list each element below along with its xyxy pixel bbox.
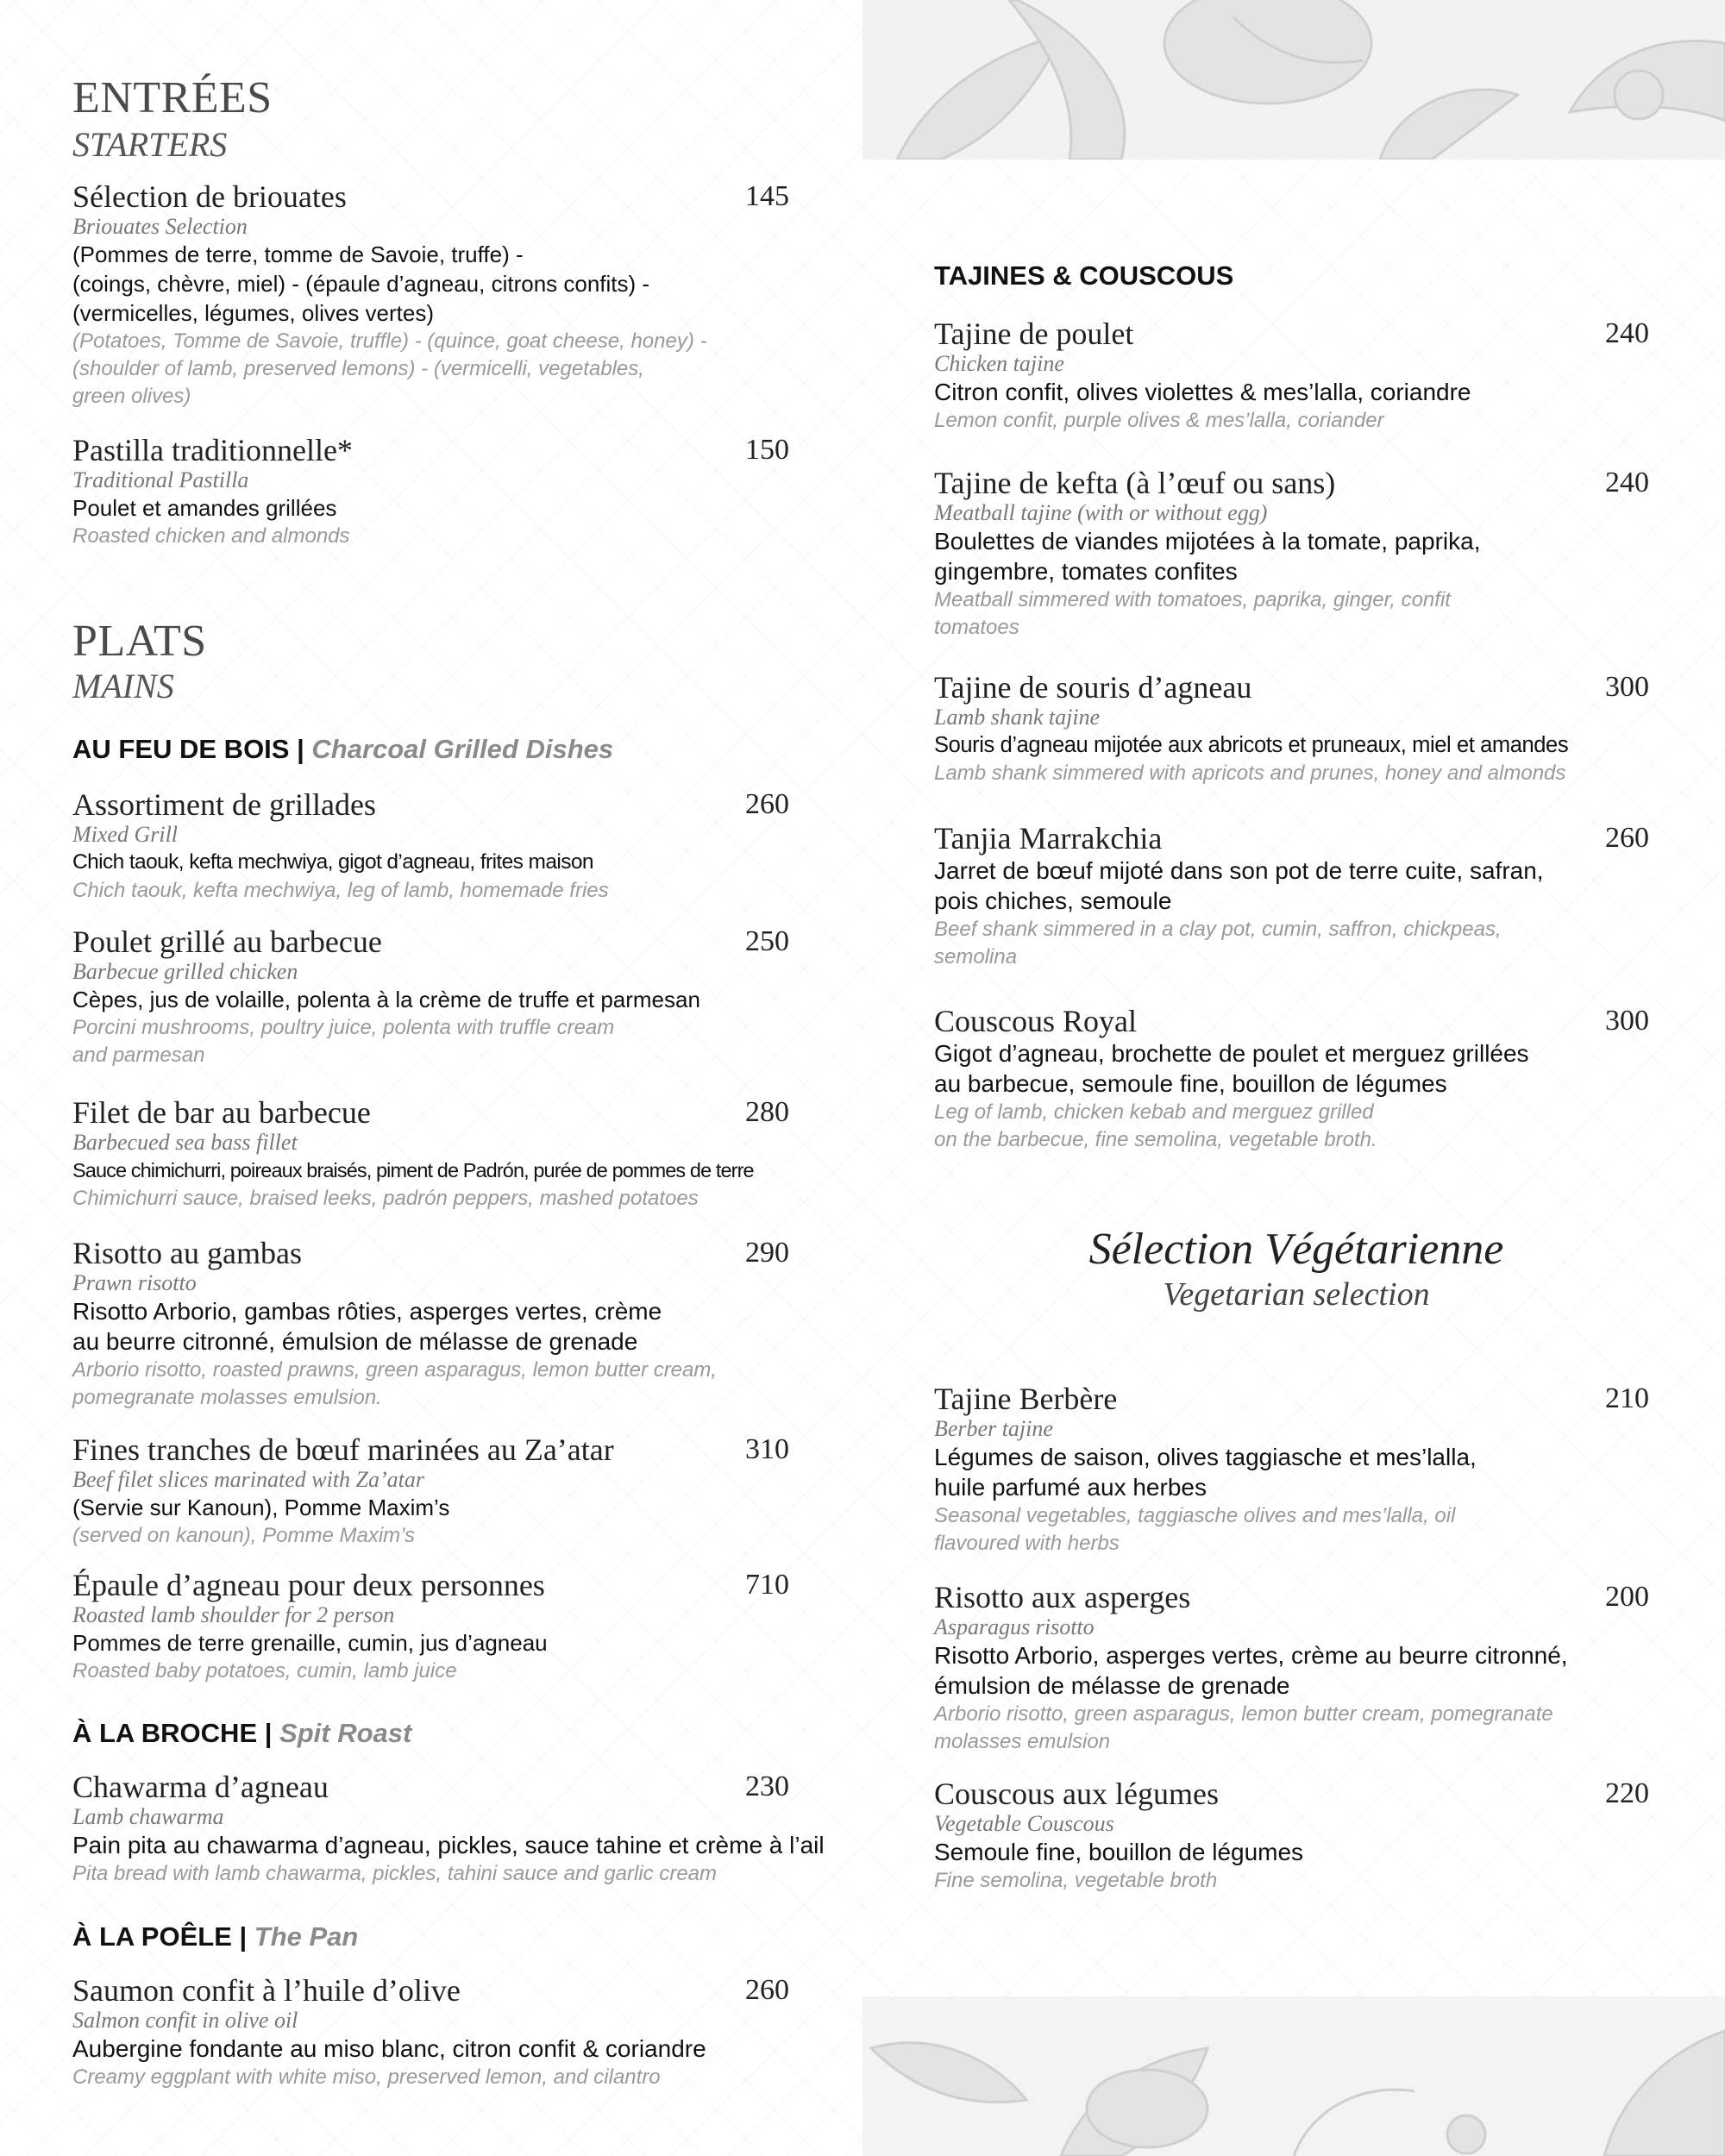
item-name: Chawarma d’agneau bbox=[72, 1770, 329, 1804]
menu-item bbox=[934, 1382, 1659, 1557]
item-description-en: (served on kanoun), Pomme Maxim’s bbox=[72, 1524, 416, 1547]
item-description-fr: Risotto Arborio, gambas rôties, asperges vertes, crème au beurre citronné, émulsion de mélasse de grenade bbox=[72, 1298, 662, 1355]
menu-item bbox=[934, 1777, 1659, 1895]
item-description-en: Arborio risotto, roasted prawns, green asparagus, lemon butter cream, pomegranate molasses emulsion. bbox=[72, 1358, 718, 1409]
item-price: 280 bbox=[745, 1096, 789, 1128]
item-name: Saumon confit à l’huile d’olive bbox=[72, 1973, 461, 2008]
item-name: Risotto aux asperges bbox=[934, 1580, 1191, 1614]
item-description-fr: Boulettes de viandes mijotées à la tomate, paprika, gingembre, tomates confites bbox=[934, 528, 1481, 585]
item-description-fr: Jarret de bœuf mijoté dans son pot de terre cuite, safran, pois chiches, semoule bbox=[934, 857, 1544, 914]
section-subtitle-mains: MAINS bbox=[72, 667, 174, 705]
item-name-en: Vegetable Couscous bbox=[934, 1811, 1114, 1836]
menu-item bbox=[72, 1236, 831, 1412]
item-name: Tajine de souris d’agneau bbox=[934, 670, 1252, 705]
category-heading-poele: À LA POÊLE | The Pan bbox=[72, 1921, 359, 1952]
botanical-decoration-top bbox=[862, 0, 1725, 160]
item-name-en: Salmon confit in olive oil bbox=[72, 2008, 298, 2033]
item-description-fr: Sauce chimichurri, poireaux braisés, piment de Padrón, purée de pommes de terre bbox=[72, 1159, 754, 1181]
section-title-vegetarian: Sélection Végétarienne bbox=[1088, 1225, 1504, 1274]
section-title-plats: PLATS bbox=[72, 617, 207, 666]
item-description-en: (Potatoes, Tomme de Savoie, truffle) - (quince, goat cheese, honey) - (shoulder of lamb, preserved lemons) - (vermicelli, vegetables, green olives) bbox=[72, 329, 707, 408]
item-name: Couscous aux légumes bbox=[934, 1777, 1219, 1811]
menu-item bbox=[934, 1004, 1659, 1154]
item-price: 310 bbox=[745, 1433, 789, 1465]
item-price: 300 bbox=[1605, 1005, 1649, 1037]
item-price: 260 bbox=[745, 1974, 789, 2006]
menu-item bbox=[934, 317, 1659, 435]
item-price: 290 bbox=[745, 1237, 789, 1269]
item-description-en: Pita bread with lamb chawarma, pickles, tahini sauce and garlic cream bbox=[72, 1862, 718, 1885]
category-heading-broche: À LA BROCHE | Spit Roast bbox=[72, 1718, 412, 1748]
item-name-en: Barbecue grilled chicken bbox=[72, 959, 298, 984]
item-description-en: Porcini mushrooms, poultry juice, polenta with truffle cream and parmesan bbox=[72, 1016, 615, 1067]
item-price: 210 bbox=[1605, 1382, 1649, 1414]
item-name-en: Lamb chawarma bbox=[72, 1804, 224, 1829]
menu-item bbox=[72, 179, 831, 411]
item-description-fr: Aubergine fondante au miso blanc, citron confit & coriandre bbox=[72, 2035, 706, 2062]
item-description-fr: Légumes de saison, olives taggiasche et mes’lalla, huile parfumé aux herbes bbox=[934, 1444, 1477, 1501]
category-title-en: Spit Roast bbox=[279, 1718, 412, 1748]
item-description-en: Fine semolina, vegetable broth bbox=[934, 1869, 1218, 1892]
category-title-en: The Pan bbox=[254, 1921, 359, 1952]
item-price: 240 bbox=[1605, 467, 1649, 498]
menu-item bbox=[72, 433, 831, 550]
category-title-fr: À LA POÊLE bbox=[72, 1921, 232, 1952]
item-description-fr: Pommes de terre grenaille, cumin, jus d’agneau bbox=[72, 1630, 548, 1656]
item-description-fr: (Servie sur Kanoun), Pomme Maxim’s bbox=[72, 1495, 450, 1520]
item-name: Assortiment de grillades bbox=[72, 787, 376, 822]
item-description-en: Seasonal vegetables, taggiasche olives and mes’lalla, oil flavoured with herbs bbox=[934, 1504, 1456, 1555]
item-name-en: Chicken tajine bbox=[934, 351, 1064, 376]
item-description-en: Leg of lamb, chicken kebab and merguez grilled on the barbecue, fine semolina, vegetable broth. bbox=[934, 1100, 1377, 1151]
item-name-en: Mixed Grill bbox=[72, 822, 179, 847]
item-description-fr: Cèpes, jus de volaille, polenta à la crème de truffe et parmesan bbox=[72, 987, 700, 1012]
menu-item bbox=[72, 787, 831, 905]
menu-item bbox=[72, 1568, 831, 1685]
menu-item bbox=[72, 1770, 831, 1888]
item-name-en: Lamb shank tajine bbox=[934, 705, 1101, 730]
menu-item bbox=[72, 1432, 831, 1550]
category-heading-feu-de-bois: AU FEU DE BOIS | Charcoal Grilled Dishes bbox=[72, 734, 614, 764]
item-name: Tajine Berbère bbox=[934, 1382, 1118, 1416]
item-description-en: Beef shank simmered in a clay pot, cumin, saffron, chickpeas, semolina bbox=[934, 918, 1502, 968]
menu-item bbox=[934, 1580, 1659, 1756]
item-price: 250 bbox=[745, 925, 789, 957]
item-description-fr: Citron confit, olives violettes & mes’lalla, coriandre bbox=[934, 379, 1471, 405]
item-price: 260 bbox=[1605, 822, 1649, 854]
item-description-fr: Pain pita au chawarma d’agneau, pickles, sauce tahine et crème à l’ail bbox=[72, 1832, 825, 1858]
menu-item bbox=[72, 1973, 831, 2091]
item-price: 230 bbox=[745, 1771, 789, 1802]
item-price: 220 bbox=[1605, 1777, 1649, 1809]
category-heading-tajines: TAJINES & COUSCOUS bbox=[934, 260, 1234, 291]
item-price: 300 bbox=[1605, 671, 1649, 703]
item-name: Sélection de briouates bbox=[72, 179, 347, 214]
item-name-en: Briouates Selection bbox=[72, 214, 248, 239]
item-price: 145 bbox=[745, 180, 789, 212]
botanical-decoration-bottom bbox=[862, 1996, 1725, 2156]
menu-item bbox=[72, 924, 831, 1069]
section-title-entrees: ENTRÉES bbox=[72, 73, 273, 122]
category-title-fr: À LA BROCHE bbox=[72, 1718, 258, 1748]
item-description-en: Lemon confit, purple olives & mes’lalla, coriander bbox=[934, 409, 1384, 432]
item-description-en: Roasted chicken and almonds bbox=[72, 524, 350, 548]
item-description-en: Chimichurri sauce, braised leeks, padrón peppers, mashed potatoes bbox=[72, 1187, 699, 1210]
menu-item bbox=[72, 1095, 831, 1213]
category-title-en: Charcoal Grilled Dishes bbox=[311, 734, 614, 764]
category-title-fr: AU FEU DE BOIS bbox=[72, 734, 290, 764]
item-name: Poulet grillé au barbecue bbox=[72, 924, 382, 959]
item-name: Tanjia Marrakchia bbox=[934, 821, 1163, 856]
item-description-en: Creamy eggplant with white miso, preserved lemon, and cilantro bbox=[72, 2065, 661, 2089]
item-description-en: Meatball simmered with tomatoes, paprika, ginger, confit tomatoes bbox=[934, 588, 1451, 639]
item-description-fr: Poulet et amandes grillées bbox=[72, 495, 337, 521]
item-name-en: Traditional Pastilla bbox=[72, 467, 249, 492]
menu-item bbox=[934, 670, 1659, 787]
item-description-fr: Gigot d’agneau, brochette de poulet et merguez grillées au barbecue, semoule fine, bouillon de légumes bbox=[934, 1040, 1529, 1097]
menu-item bbox=[934, 466, 1659, 642]
item-description-en: Lamb shank simmered with apricots and prunes, honey and almonds bbox=[934, 761, 1566, 785]
item-name: Risotto au gambas bbox=[72, 1236, 302, 1270]
item-name-en: Prawn risotto bbox=[72, 1270, 197, 1295]
item-name-en: Meatball tajine (with or without egg) bbox=[934, 500, 1268, 525]
item-price: 240 bbox=[1605, 317, 1649, 349]
item-price: 200 bbox=[1605, 1581, 1649, 1613]
item-price: 260 bbox=[745, 788, 789, 820]
item-name-en: Barbecued sea bass fillet bbox=[72, 1130, 298, 1155]
item-name-en: Berber tajine bbox=[934, 1416, 1053, 1441]
item-description-fr: Semoule fine, bouillon de légumes bbox=[934, 1839, 1304, 1865]
section-subtitle-starters: STARTERS bbox=[72, 125, 228, 164]
item-price: 150 bbox=[745, 434, 789, 466]
item-description-fr: Risotto Arborio, asperges vertes, crème au beurre citronné, émulsion de mélasse de grenade bbox=[934, 1642, 1568, 1699]
item-name: Tajine de poulet bbox=[934, 317, 1134, 351]
item-description-fr: Souris d’agneau mijotée aux abricots et pruneaux, miel et amandes bbox=[934, 733, 1569, 757]
item-name: Pastilla traditionnelle* bbox=[72, 433, 353, 467]
item-name: Épaule d’agneau pour deux personnes bbox=[72, 1568, 545, 1602]
item-description-en: Roasted baby potatoes, cumin, lamb juice bbox=[72, 1659, 457, 1683]
item-description-fr: Chich taouk, kefta mechwiya, gigot d’agneau, frites maison bbox=[72, 850, 593, 874]
item-name: Filet de bar au barbecue bbox=[72, 1095, 371, 1130]
item-price: 710 bbox=[745, 1569, 789, 1601]
item-name: Fines tranches de bœuf marinées au Za’atar bbox=[72, 1432, 614, 1467]
menu-item bbox=[934, 821, 1659, 971]
section-subtitle-vegetarian: Vegetarian selection bbox=[1163, 1276, 1430, 1313]
item-name: Couscous Royal bbox=[934, 1004, 1138, 1038]
item-description-fr: (Pommes de terre, tomme de Savoie, truffe) - (coings, chèvre, miel) - (épaule d’agneau, citrons confits) - (vermicelles, légumes, olives vertes) bbox=[72, 241, 650, 326]
item-description-en: Chich taouk, kefta mechwiya, leg of lamb, homemade fries bbox=[72, 879, 609, 902]
item-name-en: Asparagus risotto bbox=[934, 1614, 1095, 1639]
item-description-en: Arborio risotto, green asparagus, lemon butter cream, pomegranate molasses emulsion bbox=[934, 1702, 1553, 1753]
item-name: Tajine de kefta (à l’œuf ou sans) bbox=[934, 466, 1336, 500]
item-name-en: Beef filet slices marinated with Za’atar bbox=[72, 1467, 425, 1492]
item-name-en: Roasted lamb shoulder for 2 person bbox=[72, 1602, 395, 1627]
